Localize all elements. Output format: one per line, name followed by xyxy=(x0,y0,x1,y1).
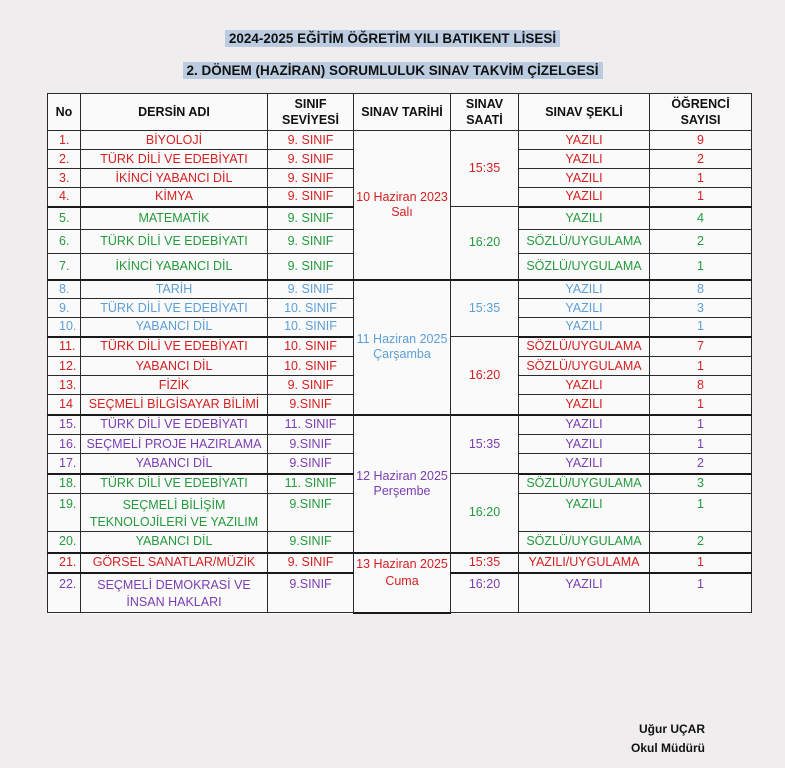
row-ders: İKİNCİ YABANCI DİL xyxy=(81,169,268,188)
exam-time-cell: 15:35 xyxy=(451,553,519,573)
row-no: 6. xyxy=(48,230,81,254)
exam-time-cell: 16:20 xyxy=(451,337,519,415)
row-ogrenci: 2 xyxy=(650,454,752,474)
row-sinif: 9.SINIF xyxy=(268,435,354,454)
row-ders: YABANCI DİL xyxy=(81,454,268,474)
row-no: 19. xyxy=(48,494,81,532)
row-sinif: 9. SINIF xyxy=(268,207,354,230)
row-ogrenci: 7 xyxy=(650,337,752,357)
row-ogrenci: 9 xyxy=(650,131,752,150)
signature-role: Okul Müdürü xyxy=(631,741,705,755)
row-sekil: SÖZLÜ/UYGULAMA xyxy=(519,230,650,254)
row-sinif: 9. SINIF xyxy=(268,188,354,207)
row-sinif: 11. SINIF xyxy=(268,474,354,494)
table-row xyxy=(48,131,752,150)
row-sekil: YAZILI xyxy=(519,280,650,299)
row-ogrenci: 1 xyxy=(650,415,752,435)
row-sekil: YAZILI xyxy=(519,415,650,435)
row-no: 5. xyxy=(48,207,81,230)
exam-time-cell: 15:35 xyxy=(451,415,519,474)
row-ders: TÜRK DİLİ VE EDEBİYATI xyxy=(81,150,268,169)
row-no: 16. xyxy=(48,435,81,454)
row-no: 13. xyxy=(48,376,81,395)
row-no: 7. xyxy=(48,254,81,280)
row-no: 21. xyxy=(48,553,81,573)
row-sekil: YAZILI xyxy=(519,454,650,474)
header-sinif: SINIF SEVİYESİ xyxy=(268,94,354,131)
row-sinif: 9. SINIF xyxy=(268,280,354,299)
row-no: 14 xyxy=(48,395,81,415)
row-sekil: YAZILI/UYGULAMA xyxy=(519,553,650,573)
row-sinif: 9.SINIF xyxy=(268,494,354,532)
row-ders: TÜRK DİLİ VE EDEBİYATI xyxy=(81,415,268,435)
row-sinif: 9.SINIF xyxy=(268,532,354,553)
row-sekil: SÖZLÜ/UYGULAMA xyxy=(519,254,650,280)
document-title xyxy=(0,31,785,46)
row-sinif: 11. SINIF xyxy=(268,415,354,435)
row-sekil: YAZILI xyxy=(519,169,650,188)
row-ogrenci: 1 xyxy=(650,395,752,415)
row-no: 22. xyxy=(48,573,81,613)
row-ogrenci: 2 xyxy=(650,230,752,254)
table-header-row xyxy=(48,94,752,131)
row-ders: SEÇMELİ DEMOKRASİ VE İNSAN HAKLARI xyxy=(81,573,268,613)
row-ogrenci: 8 xyxy=(650,280,752,299)
row-ogrenci: 3 xyxy=(650,299,752,318)
row-ders: SEÇMELİ BİLGİSAYAR BİLİMİ xyxy=(81,395,268,415)
row-sekil: SÖZLÜ/UYGULAMA xyxy=(519,337,650,357)
table-row xyxy=(48,280,752,299)
row-ders: TÜRK DİLİ VE EDEBİYATI xyxy=(81,230,268,254)
row-ders: SEÇMELİ BİLİŞİM TEKNOLOJİLERİ VE YAZILIM xyxy=(81,494,268,532)
exam-time-cell: 16:20 xyxy=(451,573,519,613)
exam-date-cell: 11 Haziran 2025 Çarşamba xyxy=(354,280,451,415)
row-ogrenci: 1 xyxy=(650,169,752,188)
row-sinif: 9. SINIF xyxy=(268,131,354,150)
row-no: 18. xyxy=(48,474,81,494)
row-ogrenci: 2 xyxy=(650,532,752,553)
row-no: 10. xyxy=(48,318,81,337)
row-no: 1. xyxy=(48,131,81,150)
row-sinif: 9. SINIF xyxy=(268,150,354,169)
row-sekil: YAZILI xyxy=(519,435,650,454)
row-sekil: YAZILI xyxy=(519,131,650,150)
document-subtitle-text: 2. DÖNEM (HAZİRAN) SORUMLULUK SINAV TAKVİM ÇİZELGESİ xyxy=(183,62,603,79)
row-sinif: 10. SINIF xyxy=(268,318,354,337)
row-sekil: YAZILI xyxy=(519,573,650,613)
document-subtitle xyxy=(0,63,785,78)
row-no: 3. xyxy=(48,169,81,188)
exam-schedule-table xyxy=(47,93,752,614)
row-ders: BİYOLOJİ xyxy=(81,131,268,150)
row-sekil: SÖZLÜ/UYGULAMA xyxy=(519,532,650,553)
row-no: 12. xyxy=(48,357,81,376)
row-ders: SEÇMELİ PROJE HAZIRLAMA xyxy=(81,435,268,454)
row-no: 4. xyxy=(48,188,81,207)
row-sekil: YAZILI xyxy=(519,299,650,318)
row-ders: TÜRK DİLİ VE EDEBİYATI xyxy=(81,337,268,357)
row-ogrenci: 1 xyxy=(650,254,752,280)
exam-time-cell: 15:35 xyxy=(451,280,519,337)
row-sinif: 9.SINIF xyxy=(268,454,354,474)
row-ders: TÜRK DİLİ VE EDEBİYATI xyxy=(81,299,268,318)
row-sekil: YAZILI xyxy=(519,395,650,415)
row-sekil: YAZILI xyxy=(519,150,650,169)
row-ogrenci: 3 xyxy=(650,474,752,494)
document-title-text: 2024-2025 EĞİTİM ÖĞRETİM YILI BATIKENT LİSESİ xyxy=(225,30,560,47)
header-ders: DERSİN ADI xyxy=(81,94,268,131)
row-sekil: SÖZLÜ/UYGULAMA xyxy=(519,474,650,494)
row-sinif: 9.SINIF xyxy=(268,395,354,415)
row-sinif: 9. SINIF xyxy=(268,553,354,573)
row-ogrenci: 1 xyxy=(650,553,752,573)
row-ders: TARİH xyxy=(81,280,268,299)
header-no: No xyxy=(48,94,81,131)
row-no: 15. xyxy=(48,415,81,435)
header-saat: SINAV SAATİ xyxy=(451,94,519,131)
header-tarih: SINAV TARİHİ xyxy=(354,94,451,131)
exam-date-cell: 12 Haziran 2025 Perşembe xyxy=(354,415,451,553)
row-sekil: YAZILI xyxy=(519,188,650,207)
row-no: 9. xyxy=(48,299,81,318)
row-sekil: SÖZLÜ/UYGULAMA xyxy=(519,357,650,376)
row-no: 8. xyxy=(48,280,81,299)
row-ogrenci: 8 xyxy=(650,376,752,395)
row-ogrenci: 1 xyxy=(650,573,752,613)
row-ders: FİZİK xyxy=(81,376,268,395)
row-sinif: 9. SINIF xyxy=(268,376,354,395)
row-ders: YABANCI DİL xyxy=(81,318,268,337)
table-row xyxy=(48,415,752,435)
row-ders: MATEMATİK xyxy=(81,207,268,230)
row-sinif: 10. SINIF xyxy=(268,357,354,376)
row-sekil: YAZILI xyxy=(519,494,650,532)
row-ders: YABANCI DİL xyxy=(81,357,268,376)
row-ogrenci: 4 xyxy=(650,207,752,230)
row-ders: İKİNCİ YABANCI DİL xyxy=(81,254,268,280)
row-ogrenci: 1 xyxy=(650,494,752,532)
row-ogrenci: 2 xyxy=(650,150,752,169)
exam-date-cell: 10 Haziran 2023 Salı xyxy=(354,131,451,280)
row-ders: GÖRSEL SANATLAR/MÜZİK xyxy=(81,553,268,573)
row-ogrenci: 1 xyxy=(650,357,752,376)
row-ogrenci: 1 xyxy=(650,188,752,207)
header-ogrenci: ÖĞRENCİ SAYISI xyxy=(650,94,752,131)
row-no: 2. xyxy=(48,150,81,169)
row-sinif: 9. SINIF xyxy=(268,230,354,254)
table-row xyxy=(48,553,752,573)
signature-name: Uğur UÇAR xyxy=(639,722,705,736)
row-sinif: 10. SINIF xyxy=(268,337,354,357)
row-ders: TÜRK DİLİ VE EDEBİYATI xyxy=(81,474,268,494)
header-sekil: SINAV ŞEKLİ xyxy=(519,94,650,131)
exam-time-cell: 16:20 xyxy=(451,207,519,280)
row-no: 11. xyxy=(48,337,81,357)
row-sinif: 9. SINIF xyxy=(268,254,354,280)
row-sekil: YAZILI xyxy=(519,207,650,230)
exam-date-cell: 13 Haziran 2025 Cuma xyxy=(354,553,451,613)
row-sekil: YAZILI xyxy=(519,318,650,337)
row-ogrenci: 1 xyxy=(650,435,752,454)
row-sekil: YAZILI xyxy=(519,376,650,395)
exam-time-cell: 16:20 xyxy=(451,474,519,553)
row-no: 20. xyxy=(48,532,81,553)
row-ders: YABANCI DİL xyxy=(81,532,268,553)
row-ogrenci: 1 xyxy=(650,318,752,337)
row-no: 17. xyxy=(48,454,81,474)
row-sinif: 9. SINIF xyxy=(268,169,354,188)
row-ders: KİMYA xyxy=(81,188,268,207)
row-sinif: 9.SINIF xyxy=(268,573,354,613)
row-sinif: 10. SINIF xyxy=(268,299,354,318)
exam-time-cell: 15:35 xyxy=(451,131,519,207)
